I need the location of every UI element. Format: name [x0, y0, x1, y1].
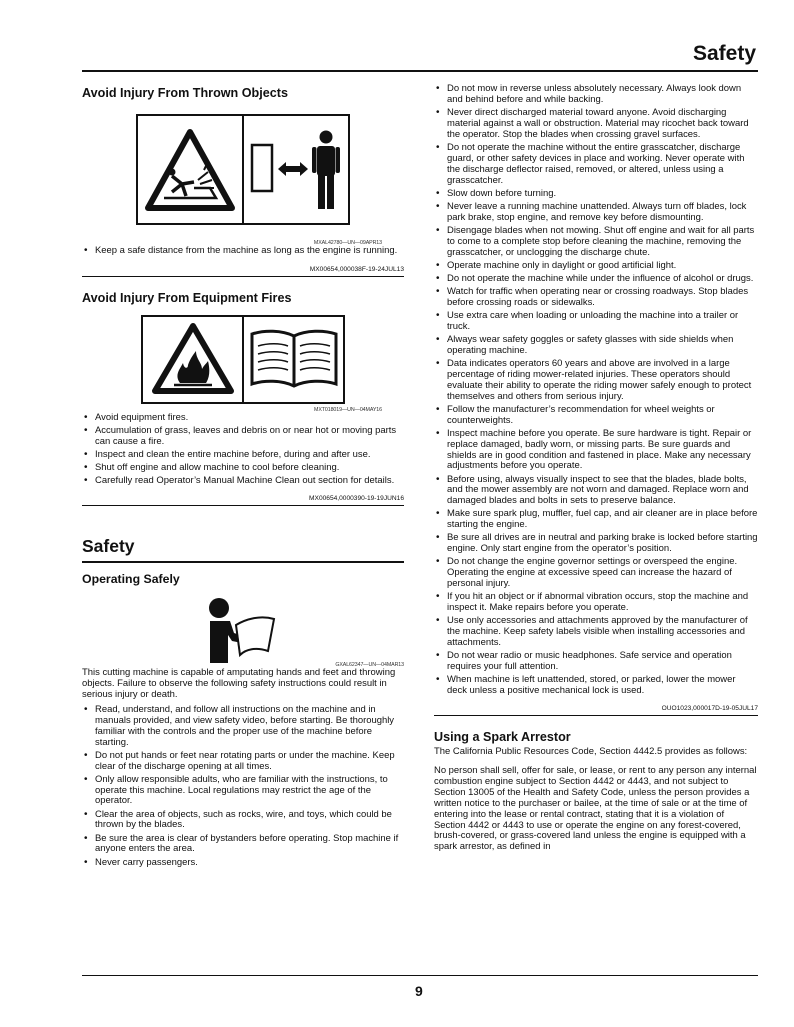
operating-safely-list [82, 705, 404, 869]
list-item: • Operate machine only in daylight or good artificial light. [434, 261, 758, 272]
safe-distance-icon [246, 125, 346, 215]
list-item: • Use extra care when loading or unloading the machine into a trailer or truck. [434, 311, 758, 333]
list-item: • Make sure spark plug, muffler, fuel cap, and air cleaner are in place before starting the engine. [434, 509, 758, 531]
fire-hazard-icon [150, 321, 236, 397]
thrown-objects-figure [136, 114, 350, 225]
thrown-objects-section [82, 86, 404, 277]
list-item: • Avoid equipment fires. [82, 413, 404, 424]
operating-safely-list-continued [434, 84, 758, 697]
thrown-objects-ref: MX00654,000038F-19-24JUL13 [82, 266, 404, 277]
thrown-object-hazard-icon [142, 126, 238, 214]
thrown-objects-figure-id: MXAL42780—UN—09APR13 [313, 240, 382, 246]
list-item: • Slow down before turning. [434, 189, 758, 200]
list-item: • Do not change the engine governor settings or overspeed the engine. Operating the engine at excessive speed can increase the hazard of personal injury. [434, 557, 758, 590]
operating-safely-figure-id: GXAL62347—UN—04MAR13 [335, 662, 404, 669]
spark-arrestor-heading: Using a Spark Arrestor [434, 730, 571, 745]
operating-safely-heading: Operating Safely [82, 572, 180, 587]
right-column [434, 84, 758, 853]
list-item: • Do not wear radio or music headphones. Safe service and operation requires your full attention. [434, 651, 758, 673]
list-item: • Do not operate the machine without the entire grasscatcher, discharge guard, or other safety devices in place and working. Never operate with the discharge deflector raised, removed, or altered, unless using a grasscatcher. [434, 143, 758, 187]
equipment-fires-heading: Avoid Injury From Equipment Fires [82, 290, 292, 305]
equipment-fires-figure [141, 315, 345, 404]
spark-arrestor-body: No person shall sell, offer for sale, or lease, or rent to any person any internal combustion engine subject to Section 4442 or 4443, and not subject to Section 13005 of the Health and Safety Code, unless the person provides a written notice to the purchaser or bailee, at the time of sale or at the time of entering into the lease or rental contract, stating that it is a violation of Section 4442 or 4443 to use or operate the engine on any forest-covered, brush-covered, or grass-covered land unless the engine is equipped with a spark arrestor, as defined in [434, 764, 757, 853]
list-item: • Before using, always visually inspect to see that the blades, blade bolts, and the mower assembly are not worn and damaged. Replace worn and damaged blades and bolts in sets to preserve balance. [434, 475, 758, 508]
list-item: • Use only accessories and attachments approved by the manufacturer of the machine. Keep safety labels visible when installing accessories and attachments. [434, 616, 758, 649]
list-item: • Do not mow in reverse unless absolutely necessary. Always look down and behind before and while backing. [434, 84, 758, 106]
list-item: • If you hit an object or if abnormal vibration occurs, stop the machine and inspect it. Make repairs before you operate. [434, 592, 758, 614]
operating-safely-figure [206, 597, 278, 663]
page-header [82, 40, 758, 72]
list-item: • Always wear safety goggles or safety glasses with side shields when operating machine. [434, 335, 758, 357]
thrown-objects-list [82, 246, 404, 257]
list-item: • Never carry passengers. [82, 858, 404, 869]
list-item: • Inspect and clean the entire machine before, during and after use. [82, 450, 404, 461]
equipment-fires-section [82, 291, 404, 506]
list-item: • Inspect machine before you operate. Be sure hardware is tight. Repair or replace damaged, badly worn, or missing parts. Be sure guards and shields are in good condition and fastened in place. Make any necessary adjustments before you operate. [434, 429, 758, 473]
operators-manual-icon [246, 326, 342, 392]
list-item: • Only allow responsible adults, who are familiar with the instructions, to operate this machine. Local regulations may restrict the age of the operator. [82, 775, 404, 808]
list-item: • Clear the area of objects, such as rocks, wire, and toys, which could be thrown by the blades. [82, 810, 404, 832]
thrown-objects-heading: Avoid Injury From Thrown Objects [82, 86, 288, 100]
left-column [82, 84, 404, 871]
list-item: • Do not put hands or feet near rotating parts or under the machine. Keep clear of the discharge opening at all times. [82, 751, 404, 773]
list-item: • Carefully read Operator’s Manual Machine Clean out section for details. [82, 476, 404, 487]
safety-section [82, 536, 404, 868]
safety-heading: Safety [82, 536, 404, 563]
list-item: • Accumulation of grass, leaves and debris on or near hot or moving parts can cause a fire. [82, 426, 404, 448]
operating-safely-ref: OUO1023,000017D-19-05JUL17 [434, 705, 758, 716]
list-item: • Read, understand, and follow all instructions on the machine and in manuals provided, and view safety video, before starting. Be thoroughly familiar with the controls and the proper use of the machine before starting. [82, 705, 404, 749]
list-item: • Follow the manufacturer’s recommendation for wheel weights or counterweights. [434, 405, 758, 427]
operator-reading-manual-icon [206, 597, 278, 663]
equipment-fires-list [82, 413, 404, 487]
list-item: • Watch for traffic when operating near or crossing roadways. Stop blades before crossing roads or sidewalks. [434, 287, 758, 309]
equipment-fires-figure-id: MXT018019—UN—04MAY16 [314, 406, 382, 413]
list-item: • Keep a safe distance from the machine as long as the engine is running. [82, 246, 404, 257]
page-footer [82, 975, 758, 999]
page-number: 9 [415, 983, 423, 999]
list-item: • Data indicates operators 60 years and above are involved in a large percentage of riding mower-related injuries. These operators should evaluate their ability to operate the riding mower safely enough to protect themselves and others from serious injury. [434, 359, 758, 403]
spark-arrestor-section [434, 730, 758, 853]
equipment-fires-ref: MX00654,0000390-19-19JUN16 [82, 495, 404, 506]
list-item: • Disengage blades when not mowing. Shut off engine and wait for all parts to come to a complete stop before cleaning the machine, removing the grasscatcher, or unclogging the discharge chute. [434, 226, 758, 259]
list-item: • Be sure the area is clear of bystanders before operating. Stop machine if anyone enters the area. [82, 834, 404, 856]
operating-safely-intro: This cutting machine is capable of amputating hands and feet and throwing objects. Failure to observe the following safety instructions could result in serious injury or death. [82, 667, 396, 700]
list-item: • Be sure all drives are in neutral and parking brake is locked before starting engine. Only start engine from the operator’s position. [434, 533, 758, 555]
list-item: • Never direct discharged material toward anyone. Avoid discharging material against a wall or obstruction. Material may ricochet back toward the operator. Stop the blades when crossing gravel surfaces. [434, 108, 758, 141]
list-item: • Never leave a running machine unattended. Always turn off blades, lock park brake, stop engine, and remove key before dismounting. [434, 202, 758, 224]
spark-arrestor-intro: The California Public Resources Code, Section 4442.5 provides as follows: [434, 746, 748, 758]
list-item: • Do not operate the machine while under the influence of alcohol or drugs. [434, 274, 758, 285]
list-item: • When machine is left unattended, stored, or parked, lower the mower deck unless a positive mechanical lock is used. [434, 675, 758, 697]
list-item: • Shut off engine and allow machine to cool before cleaning. [82, 463, 404, 474]
page-title: Safety [692, 42, 756, 65]
